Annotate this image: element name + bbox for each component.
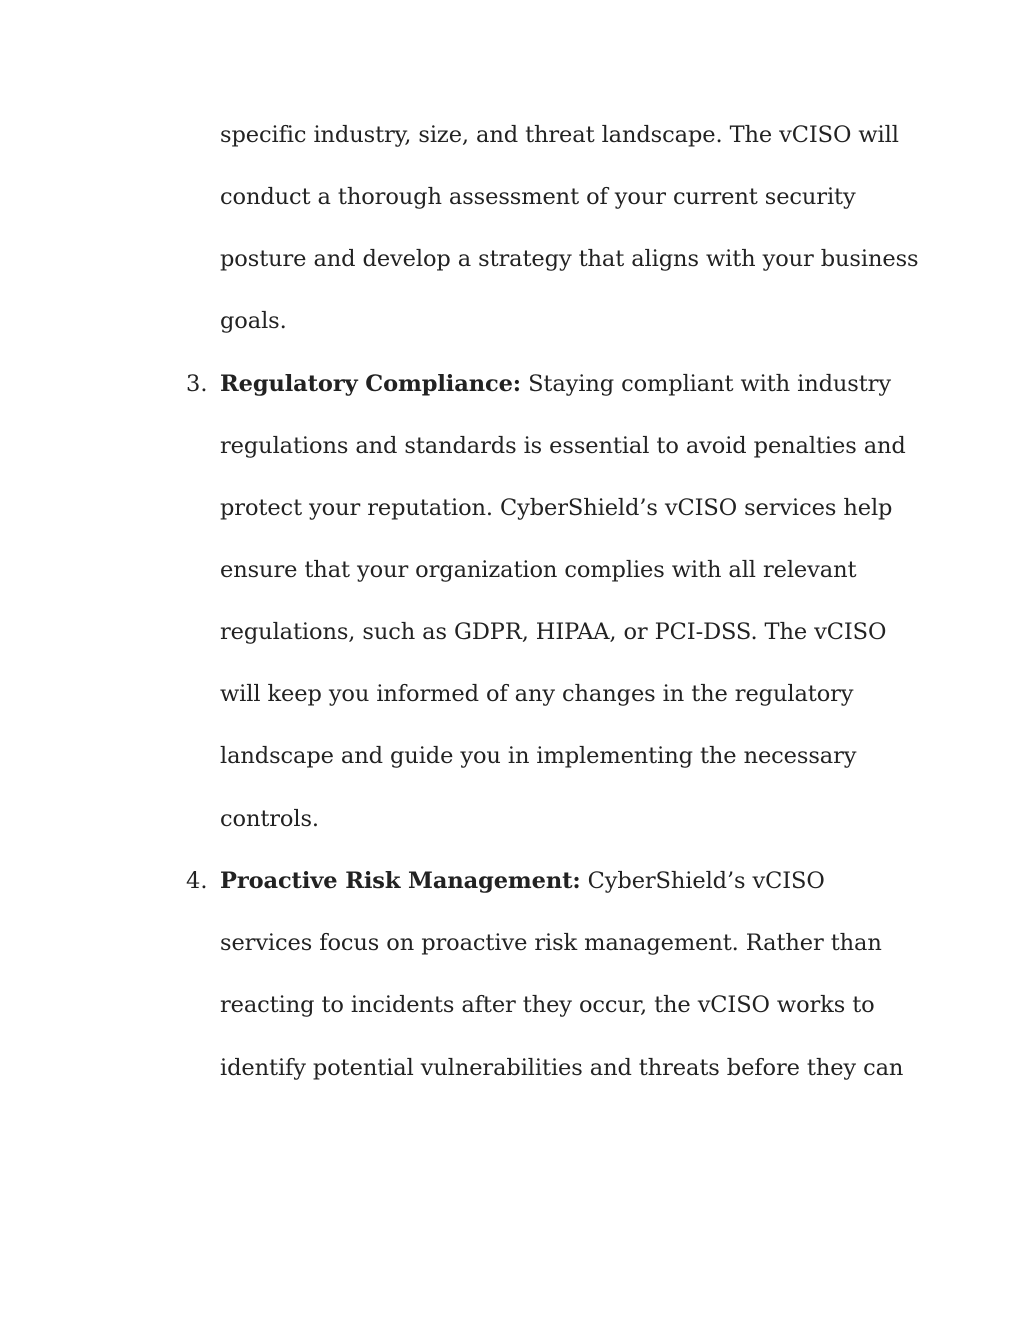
list-item-number: 4.	[186, 868, 208, 894]
list-item-text: Staying compliant with industry	[521, 371, 891, 397]
list-item-number: 3.	[186, 371, 208, 397]
paragraph-line: goals.	[220, 308, 287, 334]
paragraph-line: ensure that your organization complies with all relevant	[220, 557, 857, 583]
paragraph-line: landscape and guide you in implementing the necessary	[220, 743, 857, 769]
paragraph-line: will keep you informed of any changes in the regulatory	[220, 681, 854, 707]
paragraph-line: specific industry, size, and threat landscape. The vCISO will	[220, 122, 899, 148]
list-item-first-line	[220, 369, 891, 399]
paragraph-line: controls.	[220, 806, 319, 832]
list-item-first-line	[220, 866, 825, 896]
list-item-heading: Proactive Risk Management:	[220, 868, 581, 894]
paragraph-line: posture and develop a strategy that aligns with your business	[220, 246, 919, 272]
paragraph-line: reacting to incidents after they occur, the vCISO works to	[220, 992, 875, 1018]
paragraph-line: services focus on proactive risk management. Rather than	[220, 930, 882, 956]
paragraph-line: regulations and standards is essential to avoid penalties and	[220, 433, 906, 459]
list-item-heading: Regulatory Compliance:	[220, 371, 522, 397]
paragraph-line: regulations, such as GDPR, HIPAA, or PCI-DSS. The vCISO	[220, 619, 887, 645]
paragraph-line: identify potential vulnerabilities and threats before they can	[220, 1055, 904, 1081]
paragraph-line: conduct a thorough assessment of your current security	[220, 184, 856, 210]
paragraph-line: protect your reputation. CyberShield’s vCISO services help	[220, 495, 893, 521]
list-item-text: CyberShield’s vCISO	[580, 868, 825, 894]
